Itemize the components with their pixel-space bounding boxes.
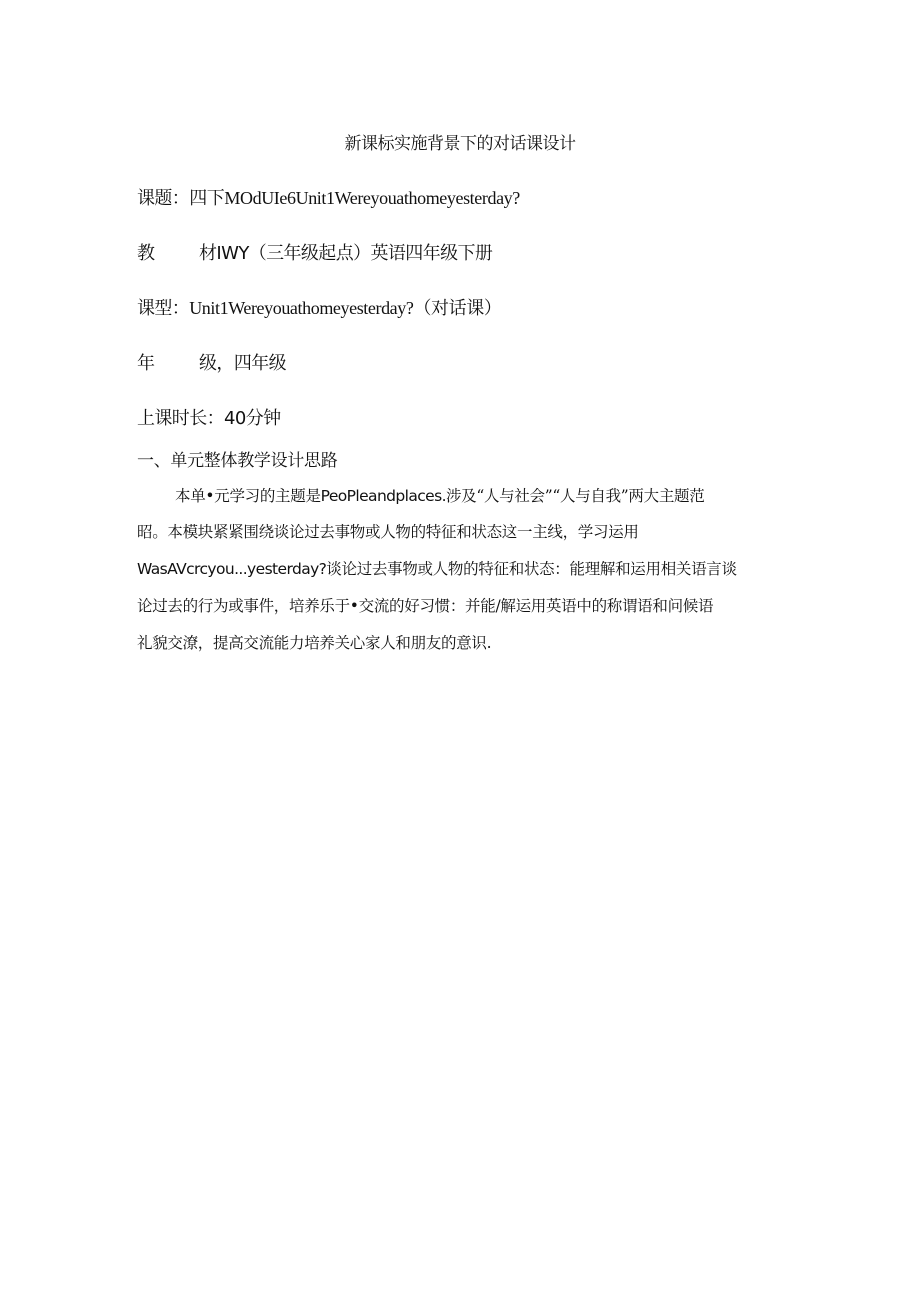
paragraph-text: 论过去的行为或事件，培养乐于•交流的好习惯：并能/解运用英语中的称谓语和问候语 [137,597,714,615]
topic-value: 四下MOdUIe6Unit1Wereyouathomeyesterday? [189,188,520,208]
grade-line [137,349,286,375]
grade-label-a: 年 [137,353,155,374]
textbook-label-a: 教 [137,243,155,264]
paragraph-text: 谈论过去事物或人物的特征和状态：能理解和运用相关语言谈 [326,560,737,578]
lesson-type-value: Unit1Wereyouathomeyesterday?（对话课） [189,298,502,318]
textbook-line [137,239,492,265]
section-heading: 一、单元整体教学设计思路 [137,451,338,471]
grade-value: 四年级 [233,353,287,374]
textbook-label-b: 材 [199,243,217,264]
lesson-type-label: 课型： [137,298,190,319]
paragraph-text: 礼貌交潦，提高交流能力培养关心家人和朋友的意识. [137,634,492,652]
paragraph-text: 昭。本模块紧紧围绕谈论过去事物或人物的特征和状态这一主线，学习运用 [137,523,639,541]
grade-label-b: 级， [199,353,234,374]
document-title: 新课标实施背景下的对话课设计 [344,134,576,154]
topic-line [137,184,520,210]
paragraph-line [137,631,785,653]
duration-line [137,404,281,430]
paragraph-line [175,484,823,506]
lesson-type-line [137,294,501,320]
paragraph-line [137,594,785,616]
duration-label: 上课时长： [137,408,224,429]
textbook-value: IWY（三年级起点）英语四年级下册 [216,243,493,264]
paragraph-latin: PeoPleandplaces. [320,487,446,505]
paragraph-text: 本单•元学习的主题是 [175,487,321,505]
paragraph-line [137,557,785,579]
duration-value: 40分钟 [224,408,281,429]
paragraph-text: 涉及“人与社会”“人与自我”两大主题范 [445,487,705,505]
paragraph-line [137,520,785,542]
topic-label: 课题： [137,188,190,209]
paragraph-latin: WasAVcrcyou...yesterday? [137,560,327,578]
